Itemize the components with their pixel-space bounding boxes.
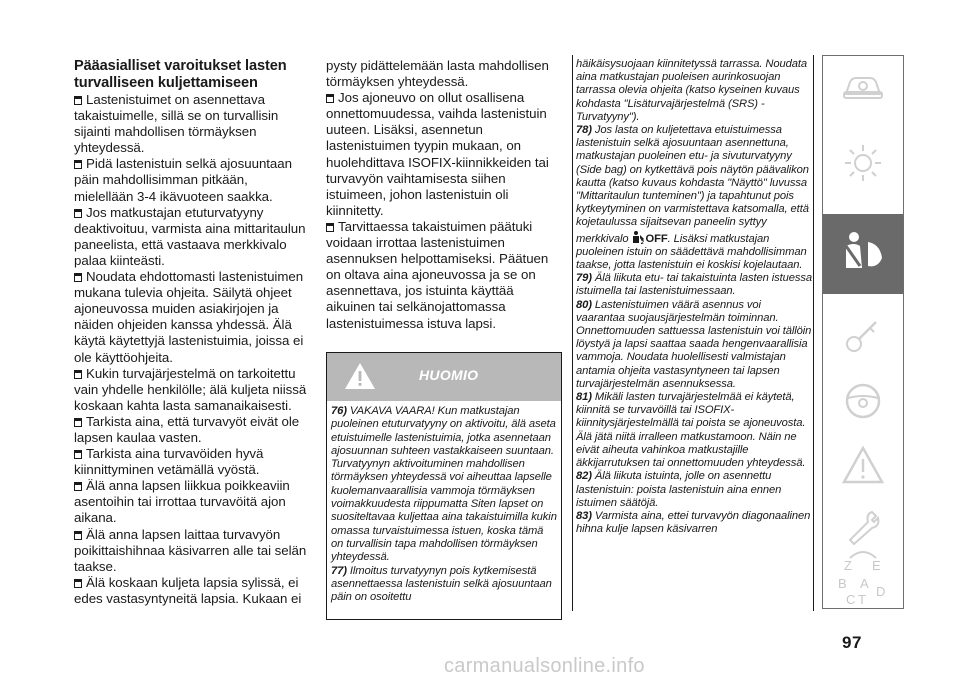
- page-number: 97: [842, 633, 862, 652]
- bullet-marker-icon: [326, 223, 334, 232]
- car-info-icon[interactable]: [823, 70, 903, 104]
- continuation-text: pysty pidättelemään lasta mahdollisen törmäyksen yhteydessä.: [326, 58, 549, 90]
- bullet-marker-icon: [74, 531, 82, 540]
- watermark-text: carmanualsonline.info: [444, 655, 645, 677]
- bullet-marker-icon: [326, 94, 334, 103]
- bullet-item: Lastenistuimet on asennettava takaistuimelle, sillä se on turvallisin sijainti mahdollisen törmäyksen yhteydessä.: [74, 92, 279, 156]
- airbag-off-indicator-icon: [631, 230, 645, 244]
- huomio-header: [327, 353, 561, 401]
- warning-triangle-icon[interactable]: [823, 444, 903, 486]
- bullet-list: [326, 90, 562, 331]
- bullet-item: Älä anna lapsen liikkua poikkeaviin asentoihin tai irrottaa turvavöitä ajon aikana.: [74, 478, 290, 526]
- column-2: [326, 58, 562, 332]
- wrench-service-icon[interactable]: [823, 504, 903, 550]
- huomio-body: [327, 401, 561, 604]
- huomio-title: HUOMIO: [419, 367, 479, 383]
- lights-icon[interactable]: [823, 140, 903, 186]
- note-79: 79) Älä liikuta etu- tai takaistuinta lasten istuessa istuimella tai lastenistuimessaan.: [576, 272, 812, 298]
- note-77-continuation: häikäisysuojaan kiinnitetyssä tarrassa. Noudata aina matkustajan puoleisen aurinkosuojan tarrassa olevia ohjeita (katso kyseinen kuvaus kohdasta "Lisäturvajärjestelmä (SRS) - Turvatyyny").: [576, 58, 807, 123]
- bullet-marker-icon: [74, 370, 82, 379]
- index-letter: Z: [844, 558, 852, 573]
- bullet-item: Kukin turvajärjestelmä on tarkoitettu vain yhdelle henkilölle; älä kuljeta niissä koskaan kahta lasta samanaikaisesti.: [74, 365, 307, 413]
- index-letter: B: [838, 576, 847, 591]
- section-heading: Pääasialliset varoitukset lasten turvalliseen kuljettamiseen: [74, 58, 287, 91]
- off-label: OFF: [645, 232, 668, 245]
- note-82: 82) Älä liikuta istuinta, jolle on asennettu lastenistuin: poista lastenistuin aina ennen istuimen säätöjä.: [576, 470, 782, 509]
- column-1: [74, 58, 308, 607]
- bullet-item: Tarkista aina, että turvavyöt eivät ole lapsen kaulaa vasten.: [74, 413, 300, 445]
- bullet-item: Tarkista aina turvavöiden hyvä kiinnittyminen vetämällä vyöstä.: [74, 446, 264, 478]
- bullet-marker-icon: [74, 160, 82, 169]
- index-letters-icon[interactable]: [823, 556, 903, 608]
- steering-wheel-icon[interactable]: [823, 378, 903, 424]
- bullet-marker-icon: [74, 579, 82, 588]
- note-78: 78) Jos lasta on kuljetettava etuistuimessa lastenistuin selkä ajosuuntaan asennettuna, matkustajan puoleinen etu- ja sivuturvatyyny (Side bag) on kytkettävä pois näytön päävalikon kautta (katso kuvaus kohdasta "Näyttö" luvussa "Mittaritaulun tunteminen") ja tapahtunut pois kytkeytyminen on varmistettava katsomalla, että kojetaulussa sijaitsevan paneelin syttyy merkkivalo 2 OFF. Lisäksi matkustajan puoleinen istuin on säädettävä mahdollisimman taakse, jotta lastenistuin ei koskisi kojelautaan.: [576, 124, 809, 272]
- bullet-item: Jos matkustajan etuturvatyyny deaktivoituu, varmista aina mittaritaulun paneelista, että vastaava merkkivalo palaa kiinteästi.: [74, 204, 306, 268]
- chapter-sidebar: [822, 55, 904, 609]
- huomio-warning-box: [326, 352, 562, 620]
- column-3: [576, 58, 812, 536]
- bullet-item: Tarvittaessa takaistuimen päätuki voidaan irrottaa lastenistuimen asennuksen helpottamiseksi. Päätuen on oltava aina ajoneuvossa ja se on asennettava, jos istuinta käyttää aikuinen tai selkänojattomassa lastenistuimessa istuva lapsi.: [326, 218, 549, 331]
- bullet-item: Älä anna lapsen laittaa turvavyön poikittaishihnaa käsivarren alle tai selän taakse.: [74, 526, 307, 574]
- note-80: 80) Lastenistuimen väärä asennus voi vaarantaa suojausjärjestelmän toiminnan. Onnettomuuden sattuessa lastenistuin voi tällöin löystyä ja lapsi saattaa saada hengenvaarallisia vammoja. Noudata huolellisesti valmistajan antamia ohjeita vastasyntyneen tai lapsen turvajärjestelmän asennuksessa.: [576, 298, 812, 390]
- bullet-item: Jos ajoneuvo on ollut osallisena onnettomuudessa, vaihda lastenistuin uuteen. Lisäksi, asennetun lastenistuimen tyypin mukaan, on huolehdittava ISOFIX-kiinnikkeiden tai turvavyön vaihtamisesta siihen istuimeen, johon lastenistuin oli kiinnitetty.: [326, 90, 549, 218]
- safety-seatbelt-icon[interactable]: [823, 228, 903, 278]
- index-letter: C: [846, 592, 856, 607]
- bullet-item: Älä koskaan kuljeta lapsia sylissä, ei edes vastasyntyneitä lapsia. Kukaan ei: [74, 574, 302, 606]
- bullet-list: [74, 92, 308, 607]
- bullet-marker-icon: [74, 450, 82, 459]
- index-letter: D: [876, 584, 886, 599]
- index-letter: E: [872, 558, 881, 573]
- svg-text:2: 2: [641, 239, 645, 244]
- warning-triangle-icon: [343, 361, 377, 391]
- index-letter: T: [858, 592, 866, 607]
- bullet-item: Noudata ehdottomasti lastenistuimen mukana tulevia ohjeita. Säilytä ohjeet ajoneuvossa muiden asiakirjojen ja näiden ohjeiden kanssa yhdessä. Älä käytä käytettyjä lastenistuimia, joissa ei ole käyttöohjeita.: [74, 269, 304, 365]
- bullet-marker-icon: [74, 418, 82, 427]
- bullet-marker-icon: [74, 209, 82, 218]
- note-83: 83) Varmista aina, ettei turvavyön diagonaalinen hihna kulje lapsen käsivarren: [576, 509, 811, 536]
- note-81: 81) Mikäli lasten turvajärjestelmää ei käytetä, kiinnitä se turvavöillä tai ISOFIX-kiinnitysjärjestelmällä tai poista se ajoneuvosta. Älä jätä niitä irralleen matkustamoon. Näin ne eivät aiheuta vahinkoa matkustajille äkkijarrutuksen tai onnettomuuden yhteydessä.: [576, 391, 806, 470]
- index-letter: A: [860, 576, 869, 591]
- bullet-item: Pidä lastenistuin selkä ajosuuntaan päin mahdollisimman pitkään, mielellään 3-4 ikävuoteen saakka.: [74, 156, 292, 204]
- bullet-marker-icon: [74, 96, 82, 105]
- bullet-marker-icon: [74, 482, 82, 491]
- note-76: 76) VAKAVA VAARA! Kun matkustajan puoleinen etuturvatyyny on aktivoitu, älä aseta etuistuimelle lastenistuimia, jotka asennetaan ajosuunnan suhteen vastakkaiseen suuntaan. Turvatyynyn aktivoituminen mahdollisen törmäyksen yhteydessä voi aiheuttaa lapselle kuolemanvaarallisia vammoja törmäyksen voimakkuudesta riippumatta Siten lapset on suositeltavaa kuljettaa aina takaistuimilla kukin omassa turvaistuimessa istuen, koska tämä on turvallisin tapa mahdollisen törmäyksen yhteydessä.: [331, 405, 557, 564]
- bullet-marker-icon: [74, 273, 82, 282]
- note-77: 77) Ilmoitus turvatyynyn pois kytkemisestä asennettaessa lastenistuin selkä ajosuuntaan päin on osoitettu: [331, 564, 552, 604]
- key-ignition-icon[interactable]: [823, 312, 903, 358]
